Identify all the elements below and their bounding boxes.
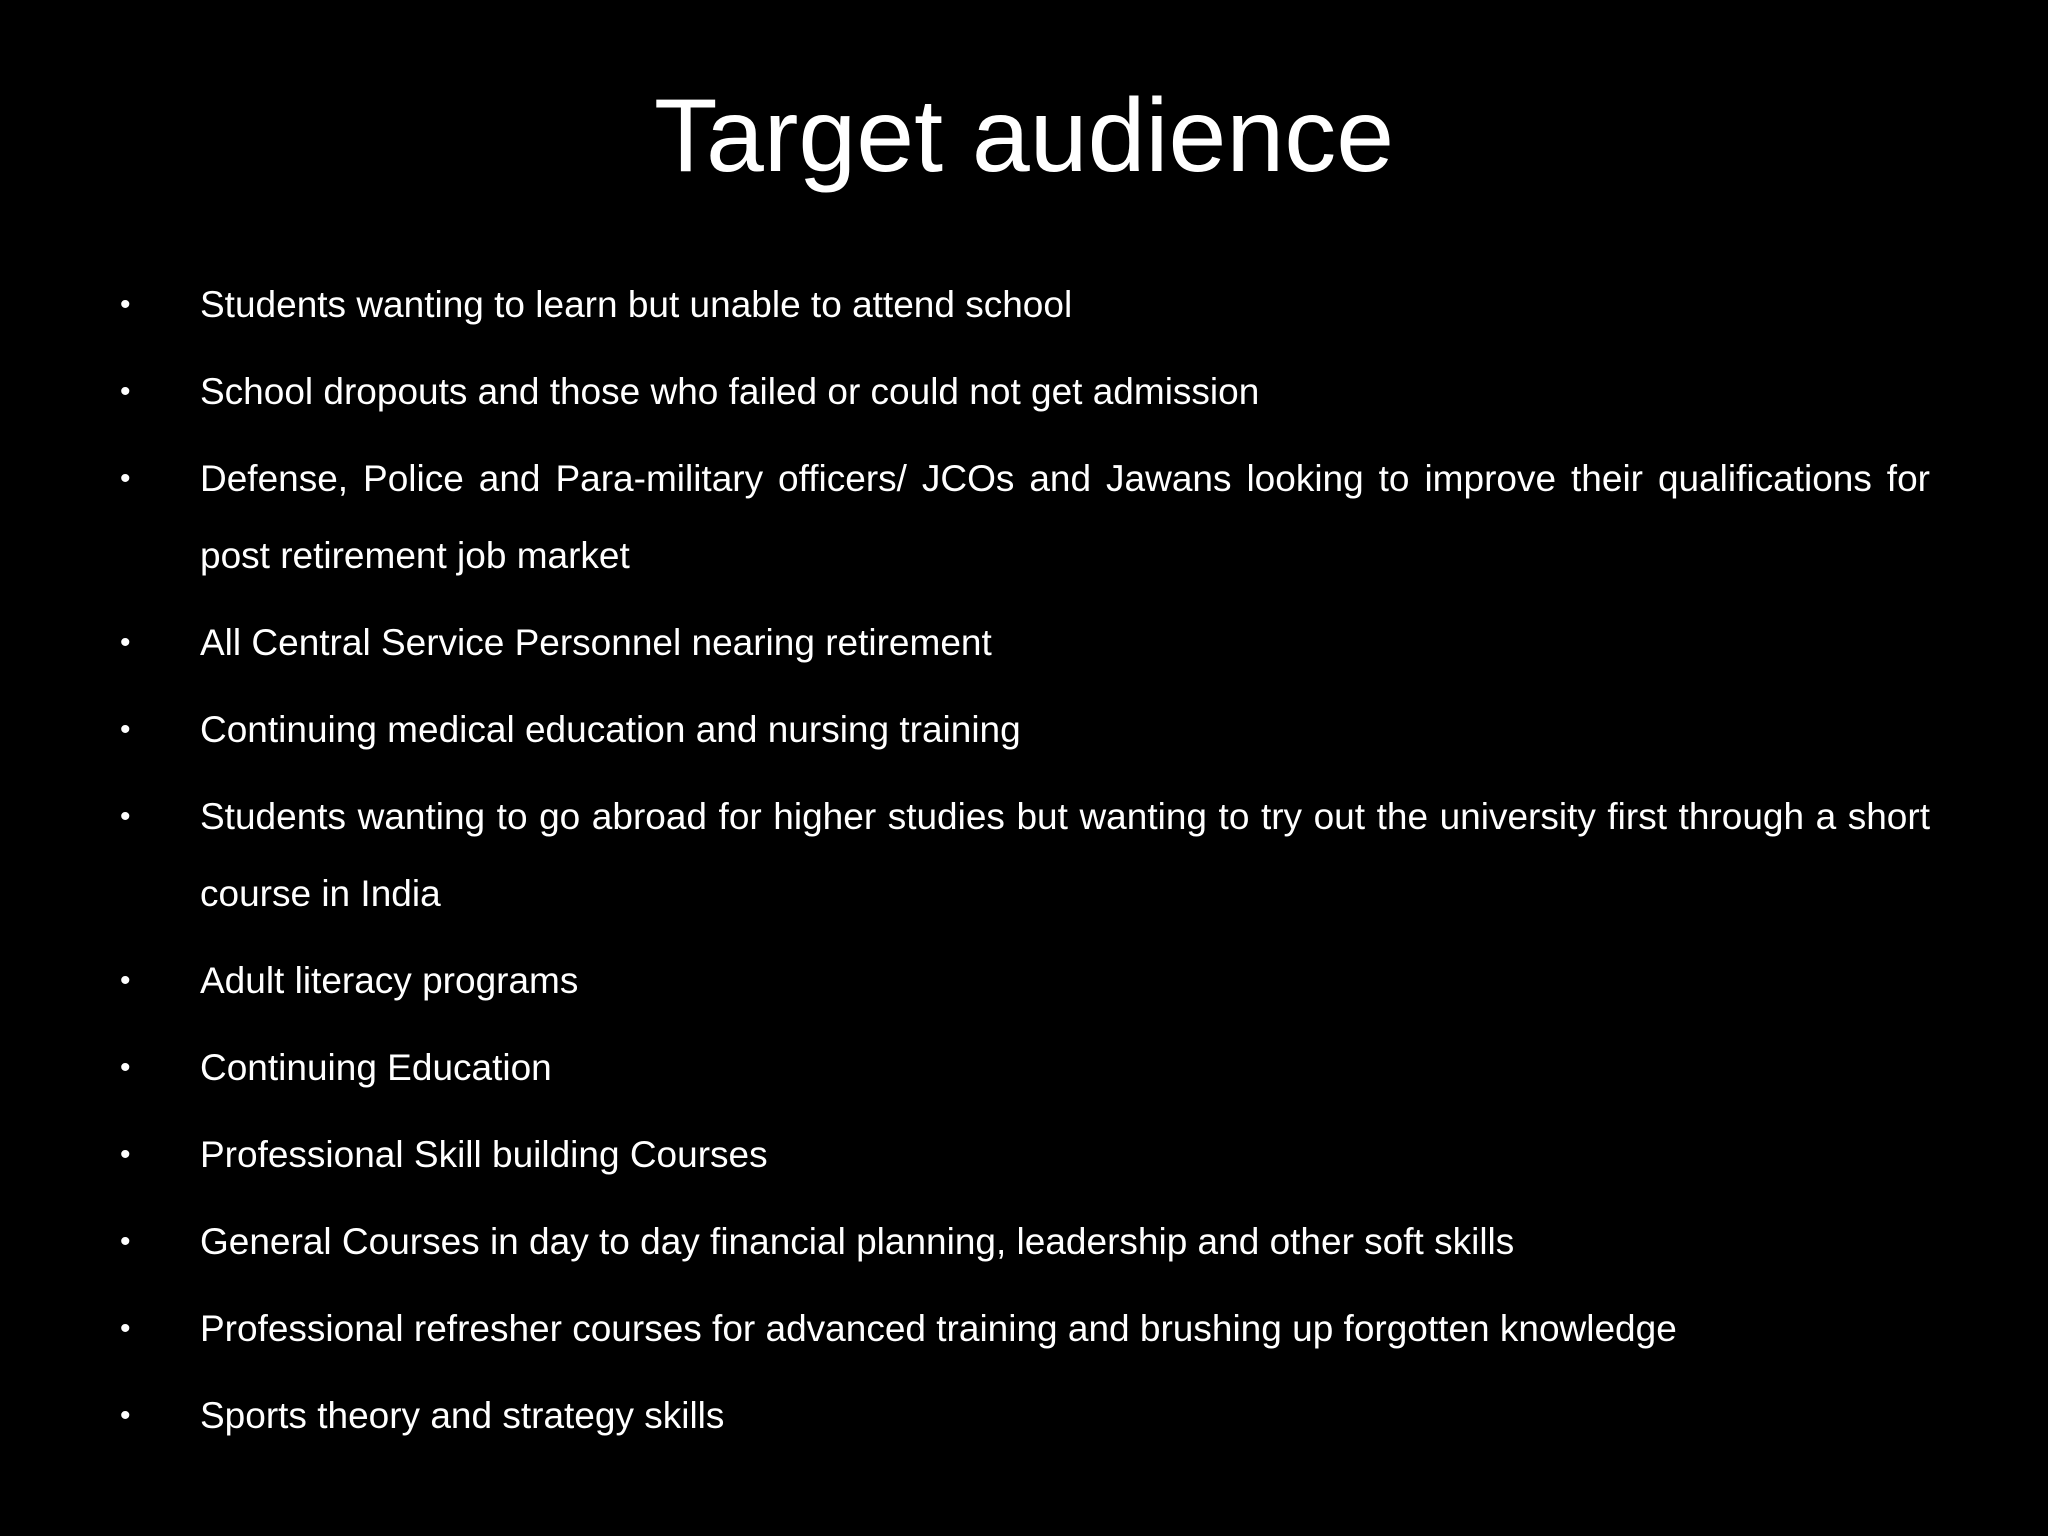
bullet-list: [120, 266, 1930, 1464]
bullet-icon: •: [120, 713, 131, 746]
bullet-text: Continuing Education: [200, 1047, 552, 1088]
bullet-icon: •: [120, 1225, 131, 1258]
bullet-icon: •: [120, 1138, 131, 1171]
bullet-item: [120, 1029, 1930, 1106]
bullet-icon: •: [120, 964, 131, 997]
bullet-text: Professional refresher courses for advanced training and brushing up forgotten knowledge: [200, 1308, 1677, 1349]
bullet-text: School dropouts and those who failed or could not get admission: [200, 371, 1260, 412]
bullet-icon: •: [120, 462, 131, 495]
bullet-item: [120, 1290, 1930, 1367]
bullet-icon: •: [120, 626, 131, 659]
bullet-text: Students wanting to learn but unable to attend school: [200, 284, 1073, 325]
bullet-item: [120, 1377, 1930, 1454]
bullet-text: Students wanting to go abroad for higher studies but wanting to try out the university first through a short course in India: [200, 796, 1930, 914]
bullet-icon: •: [120, 1399, 131, 1432]
bullet-text: All Central Service Personnel nearing retirement: [200, 622, 992, 663]
bullet-item: [120, 942, 1930, 1019]
bullet-item: [120, 1203, 1930, 1280]
bullet-item: [120, 1116, 1930, 1193]
bullet-item: [120, 691, 1930, 768]
bullet-item: [120, 266, 1930, 343]
bullet-icon: •: [120, 800, 131, 833]
bullet-icon: •: [120, 1312, 131, 1345]
bullet-item: [120, 604, 1930, 681]
bullet-text: General Courses in day to day financial planning, leadership and other soft skills: [200, 1221, 1515, 1262]
bullet-item: [120, 440, 1930, 594]
bullet-text: Professional Skill building Courses: [200, 1134, 768, 1175]
bullet-text: Continuing medical education and nursing training: [200, 709, 1021, 750]
bullet-icon: •: [120, 375, 131, 408]
bullet-text: Adult literacy programs: [200, 960, 579, 1001]
slide-title: Target audience: [653, 78, 1395, 194]
bullet-item: [120, 353, 1930, 430]
bullet-icon: •: [120, 1051, 131, 1084]
bullet-text: Sports theory and strategy skills: [200, 1395, 725, 1436]
bullet-icon: •: [120, 288, 131, 321]
bullet-text: Defense, Police and Para-military officers/ JCOs and Jawans looking to improve their qualifications for post retirement job market: [200, 458, 1930, 576]
bullet-item: [120, 778, 1930, 932]
